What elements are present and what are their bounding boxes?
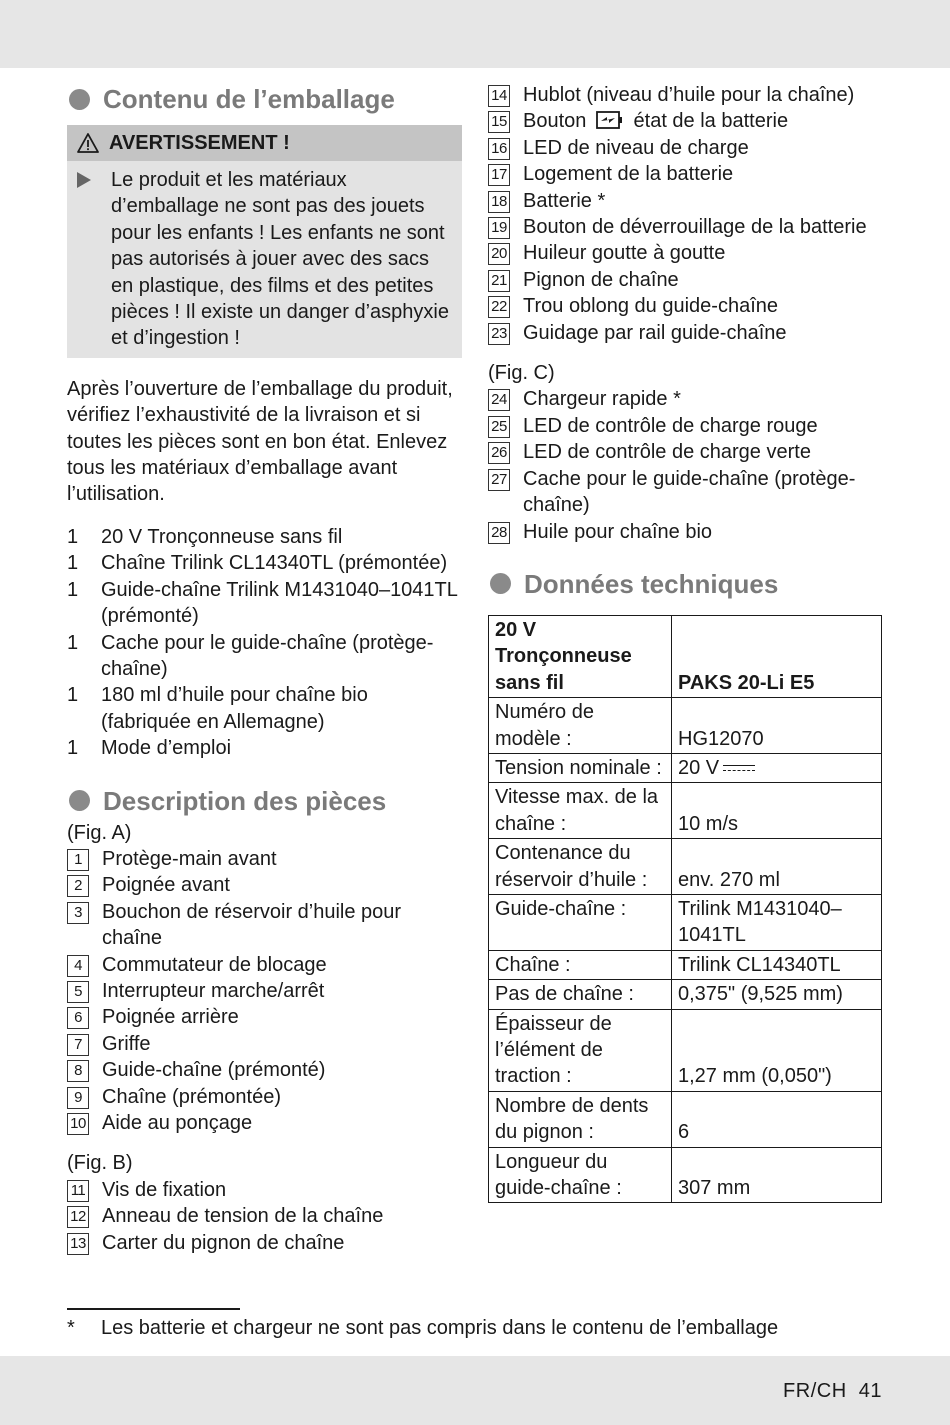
list-item: 1 Mode d’emploi [67,737,232,760]
list-item: 8 Guide-chaîne (prémonté) [67,1057,462,1083]
table-row: Nombre de dents du pignon : 6 [489,1091,882,1147]
section-heading-specs: Données techniques [488,567,883,601]
table-row: Guide-chaîne : Trilink M1431040–1041TL [489,894,882,950]
list-item: 16 LED de niveau de charge [488,135,883,161]
parts-list-b-continued [488,82,883,346]
list-item: 1 20 V Tronçonneuse sans fil [67,525,343,548]
warning-body [67,161,462,358]
table-row: Chaîne : Trilink CL14340TL [489,950,882,979]
list-item: 1 Protège-main avant [67,846,462,872]
section-heading-parts: Description des pièces [67,784,462,818]
list-item: 14 Hublot (niveau d’huile pour la chaîne) [488,82,883,108]
list-item: 1 Cache pour le guide-chaîne (protège-chaîne) [67,631,434,680]
direct-current-icon [723,765,755,773]
list-item: 28 Huile pour chaîne bio [488,519,883,545]
list-item: 17 Logement de la batterie [488,161,883,187]
footnote-rule [67,1308,240,1310]
footnote [67,1315,778,1341]
list-item: 10 Aide au ponçage [67,1110,462,1136]
top-band [0,0,950,68]
right-column [488,82,883,1203]
footnote-mark: * [67,1317,75,1339]
warning-header [67,125,462,161]
parts-list-b [67,1177,462,1256]
list-item: 27 Cache pour le guide-chaîne (protège-chaîne) [488,466,883,519]
packaging-list [67,524,462,762]
list-item: 4 Commutateur de blocage [67,952,462,978]
table-row: 20 V Tronçonneuse sans fil PAKS 20-Li E5 [489,615,882,697]
list-item: 13 Carter du pignon de chaîne [67,1230,462,1256]
list-item: 12 Anneau de tension de la chaîne [67,1203,462,1229]
battery-status-icon [596,110,624,130]
list-item: 22 Trou oblong du guide-chaîne [488,293,883,319]
list-item: 6 Poignée arrière [67,1004,462,1030]
table-row: Épaisseur de l’élément de traction : 1,27 mm (0,050") [489,1009,882,1091]
bullet-dot-icon [69,790,90,811]
table-row: Vitesse max. de la chaîne : 10 m/s [489,783,882,839]
table-row: Pas de chaîne : 0,375" (9,525 mm) [489,980,882,1009]
warning-text: Le produit et les matériaux d’emballage ne sont pas des jouets pour les enfants ! Les enfants ne sont pas autorisés à jouer avec des sacs en plastique, des films et des petites pièces ! Il existe un danger d’asphyxie et d’ingestion ! [111,169,449,350]
warning-title: AVERTISSEMENT ! [109,132,290,154]
list-item: 3 Bouchon de réservoir d’huile pour chaîne [67,899,462,952]
list-item: 15 Bouton état de la batterie [488,108,883,134]
parts-list-c [488,386,883,544]
list-item: 1 180 ml d’huile pour chaîne bio (fabriquée en Allemagne) [67,684,368,733]
list-item: 11 Vis de fixation [67,1177,462,1203]
table-row: Longueur du guide-chaîne : 307 mm [489,1147,882,1203]
fig-b-label: (Fig. B) [67,1152,133,1175]
page-number: FR/CH 41 [783,1380,882,1402]
table-row: Tension nominale : 20 V [489,753,882,782]
arrow-right-icon [77,167,111,352]
section-heading-packaging: Contenu de l’emballage [67,82,462,116]
list-item: 26 LED de contrôle de charge verte [488,439,883,465]
packaging-intro: Après l’ouverture de l’emballage du produit, vérifiez l’exhaustivité de la livraison et si toutes les pièces sont en bon état. Enlevez tous les matériaux d’emballage avant l’utilisation. [67,377,453,506]
list-item: 7 Griffe [67,1031,462,1057]
parts-list-a [67,846,462,1136]
table-row: Numéro de modèle : HG12070 [489,698,882,754]
specs-table [488,615,882,1204]
footnote-text: Les batterie et chargeur ne sont pas compris dans le contenu de l’emballage [101,1317,779,1339]
bullet-dot-icon [490,573,511,594]
list-item: 1 Guide-chaîne Trilink M1431040–1041TL (prémonté) [67,578,458,628]
fig-c-label: (Fig. C) [488,362,555,385]
table-row: Contenance du réservoir d’huile : env. 270 ml [489,839,882,895]
bullet-dot-icon [69,89,90,110]
list-item: 21 Pignon de chaîne [488,267,883,293]
list-item: 25 LED de contrôle de charge rouge [488,413,883,439]
list-item: 18 Batterie * [488,188,883,214]
list-item: 9 Chaîne (prémontée) [67,1084,462,1110]
list-item: 19 Bouton de déverrouillage de la batterie [488,214,883,240]
list-item: 1 Chaîne Trilink CL14340TL (prémontée) [67,552,448,575]
left-column [67,82,462,1256]
warning-triangle-icon [77,133,99,153]
list-item: 23 Guidage par rail guide-chaîne [488,320,883,346]
list-item: 24 Chargeur rapide * [488,386,883,412]
list-item: 2 Poignée avant [67,872,462,898]
fig-a-label: (Fig. A) [67,821,132,844]
warning-box [67,125,462,358]
list-item: 5 Interrupteur marche/arrêt [67,978,462,1004]
list-item: 20 Huileur goutte à goutte [488,240,883,266]
